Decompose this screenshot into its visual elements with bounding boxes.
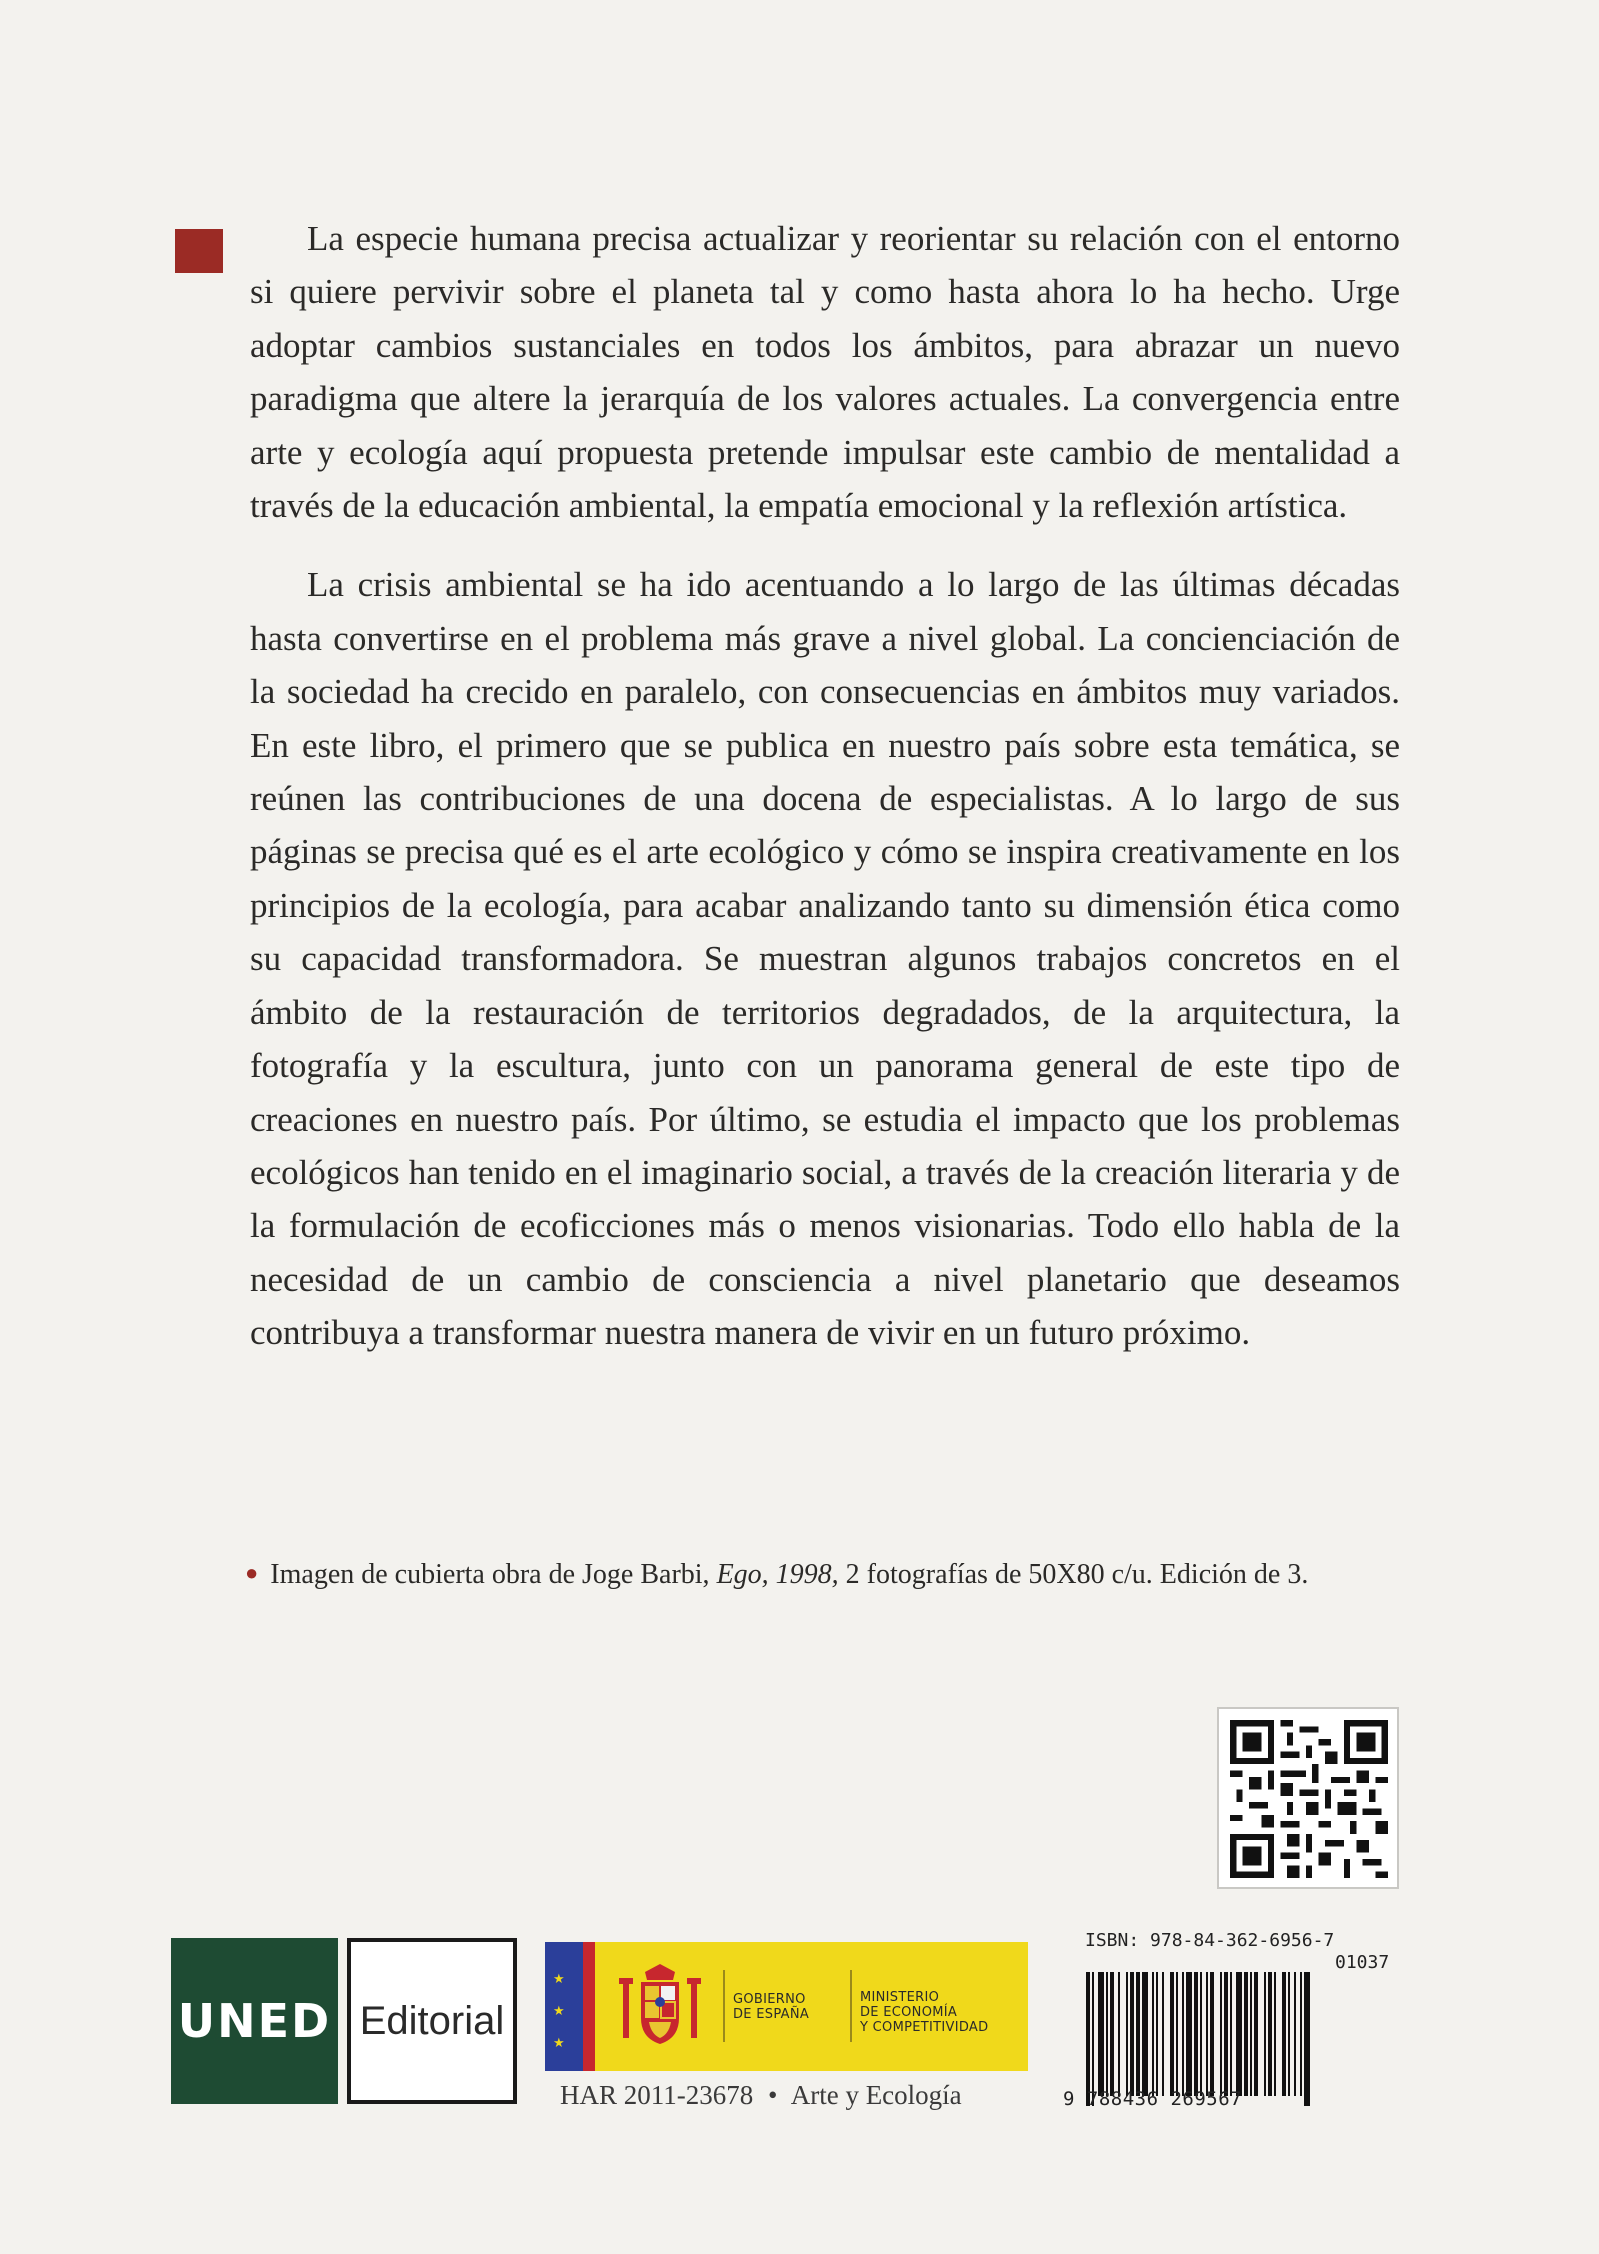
bullet-icon: ● [245, 1560, 259, 1585]
eu-flag-icon: ★ ★ ★ [545, 1942, 595, 2071]
note-work-title: Ego, 1998, [716, 1559, 839, 1590]
editorial-logo-text: Editorial [359, 1998, 505, 2043]
gov-divider [723, 1970, 725, 2042]
ministerio-line-2: DE ECONOMÍA [860, 2005, 958, 2020]
barcode-addon-number: 01037 [1335, 1952, 1390, 1973]
paragraph-1: La especie humana precisa actualizar y reorientar su relación con el entorno si quiere pervivir sobre el planeta tal y como hasta ahora lo ha hecho. Urge adoptar cambios sustanciales en todos los ámbitos, para abrazar un nuevo paradigma que altere la jerarquía de los valores actuales. La convergencia entre arte y ecología aquí propuesta pretende impulsar este cambio de mentalidad a través de la educación ambiental, la empatía emocional y la reflexión artística. [250, 219, 1400, 526]
ministerio-label [860, 1990, 988, 2035]
ministerio-line-3: Y COMPETITIVIDAD [860, 2020, 989, 2035]
uned-logo [171, 1938, 338, 2104]
footer-separator: • [768, 2080, 778, 2110]
spain-coat-of-arms-icon [615, 1964, 705, 2050]
back-cover-text [250, 212, 1400, 1360]
editorial-logo [347, 1938, 517, 2104]
isbn-label: ISBN: 978-84-362-6956-7 [1085, 1930, 1335, 1951]
ministerio-divider [850, 1970, 852, 2042]
cover-image-note [245, 1555, 1405, 1596]
uned-logo-text: UNED [177, 1994, 332, 2048]
government-logo [545, 1942, 1028, 2071]
barcode-digits: 9 788436 269567 [1063, 2088, 1243, 2110]
series-title: Arte y Ecología [790, 2080, 962, 2110]
project-code: HAR 2011-23678 [560, 2080, 754, 2110]
gobierno-line-1: GOBIERNO [733, 1992, 806, 2007]
barcode-icon [1084, 1972, 1384, 2106]
gobierno-label [733, 1992, 809, 2022]
qr-code-icon [1217, 1707, 1399, 1889]
square-marker-icon [175, 229, 223, 273]
paragraph-2: La crisis ambiental se ha ido acentuando a lo largo de las últimas décadas hasta convertirse en el problema más grave a nivel global. La concienciación de la sociedad ha crecido en paralelo, con consecuencias en ámbitos muy variados. En este libro, el primero que se publica en nuestro país sobre esta temática, se reúnen las contribuciones de una docena de especialistas. A lo largo de sus páginas se precisa qué es el arte ecológico y cómo se inspira creativamente en los principios de la ecología, para acabar analizando tanto su dimensión ética como su capacidad transformadora. Se muestran algunos trabajos concretos en el ámbito de la restauración de territorios degradados, de la arquitectura, la fotografía y la escultura, junto con un panorama general de este tipo de creaciones en nuestro país. Por último, se estudia el impacto que los problemas ecológicos han tenido en el imaginario social, a través de la creación literaria y de la formulación de ecoficciones más o menos visionarias. Todo ello habla de la necesidad de un cambio de consciencia a nivel planetario que deseamos contribuya a transformar nuestra manera de vivir en un futuro próximo. [250, 565, 1400, 1353]
ministerio-line-1: MINISTERIO [860, 1990, 940, 2005]
gobierno-line-2: DE ESPAÑA [733, 2007, 810, 2022]
note-suffix: 2 fotografías de 50X80 c/u. Edición de 3. [845, 1559, 1309, 1590]
footer-line [560, 2080, 962, 2111]
note-prefix: Imagen de cubierta obra de Joge Barbi, [270, 1559, 710, 1590]
